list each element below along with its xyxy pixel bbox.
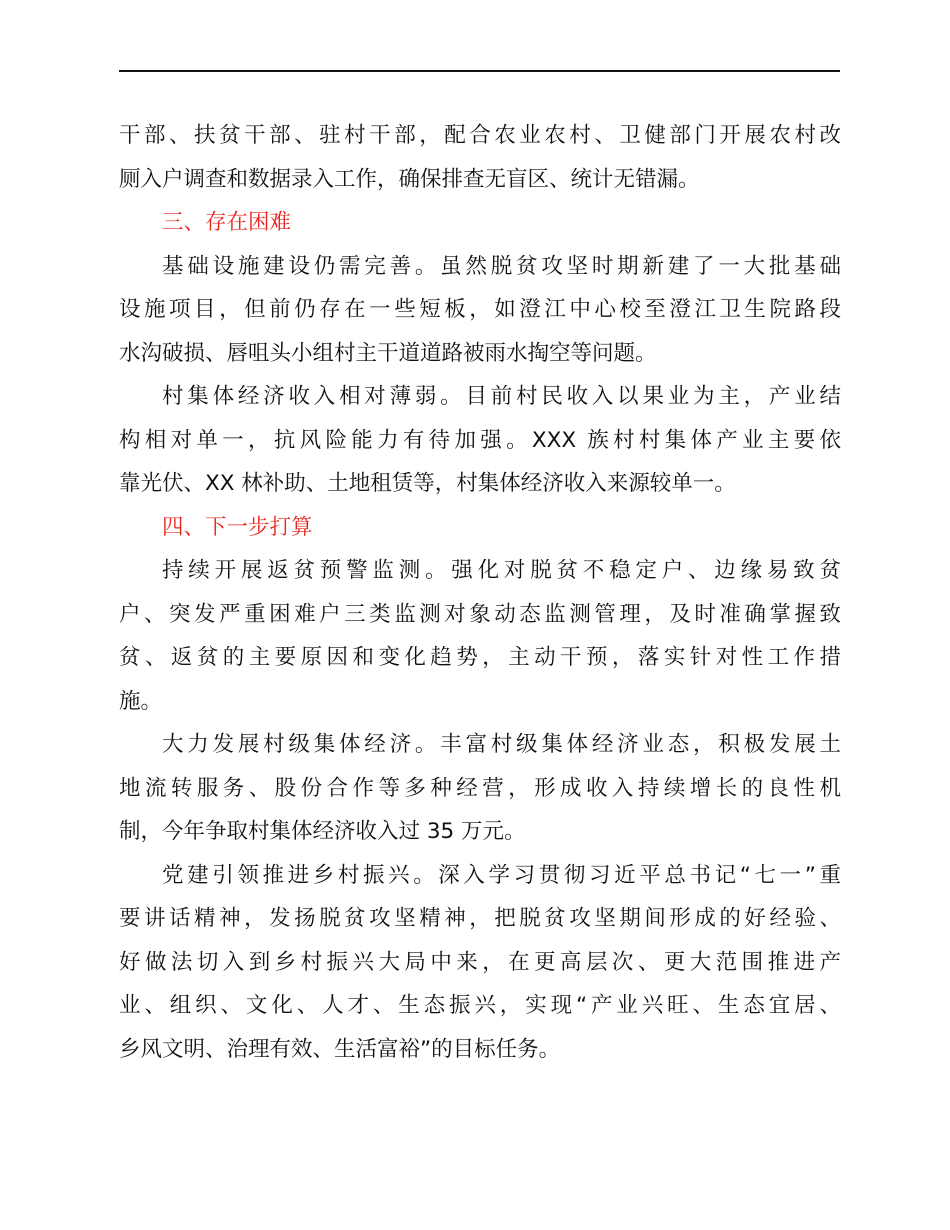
text-line: 户、突发严重困难户三类监测对象动态监测管理，及时准确掌握致 [119, 601, 841, 627]
text-line: 构相对单一，抗风险能力有待加强。XXX 族村村集体产业主要依 [119, 427, 841, 453]
text-line: 干部、扶贫干部、驻村干部，配合农业农村、卫健部门开展农村改 [119, 123, 841, 148]
text-line: 党建引领推进乡村振兴。深入学习贯彻习近平总书记“七一”重 [162, 862, 841, 888]
paragraph-party-building [119, 854, 841, 1072]
paragraph-collective-economy [119, 375, 841, 506]
text-line: 设施项目，但前仍存在一些短板，如澄江中心校至澄江卫生院路段 [119, 297, 841, 322]
document-body [119, 114, 841, 1071]
text-line: 好做法切入到乡村振兴大局中来，在更高层次、更大范围推进产 [119, 949, 841, 975]
text-line: 村集体经济收入相对薄弱。目前村民收入以果业为主，产业结 [162, 384, 841, 409]
text-line: 乡风文明、治理有效、生活富裕”的目标任务。 [119, 1036, 561, 1062]
text-line: 基础设施建设仍需完善。虽然脱贫攻坚时期新建了一大批基础 [162, 253, 841, 279]
section-heading-next-steps: 四、下一步打算 [162, 514, 313, 540]
text-line: 施。 [119, 688, 163, 714]
text-line: 大力发展村级集体经济。丰富村级集体经济业态，积极发展土 [162, 732, 841, 757]
paragraph-village-economy [119, 723, 841, 854]
text-line: 地流转服务、股份合作等多种经营，形成收入持续增长的良性机 [119, 775, 841, 801]
paragraph-infrastructure [119, 245, 841, 376]
section-heading-difficulties: 三、存在困难 [162, 210, 292, 235]
text-line: 贫、返贫的主要原因和变化趋势，主动干预，落实针对性工作措 [119, 645, 841, 670]
text-line: 业、组织、文化、人才、生态振兴，实现“产业兴旺、生态宜居、 [119, 993, 841, 1018]
header-rule [119, 70, 840, 72]
paragraph-continuation [119, 114, 841, 201]
text-line: 要讲话精神，发扬脱贫攻坚精神，把脱贫攻坚期间形成的好经验、 [119, 906, 841, 931]
text-line: 持续开展返贫预警监测。强化对脱贫不稳定户、边缘易致贫 [162, 558, 841, 583]
text-line: 靠光伏、XX 林补助、土地租赁等，村集体经济收入来源较单一。 [119, 471, 736, 496]
text-line: 厕入户调查和数据录入工作，确保排查无盲区、统计无错漏。 [119, 166, 700, 192]
text-line: 制，今年争取村集体经济收入过 35 万元。 [119, 819, 526, 844]
paragraph-monitoring [119, 549, 841, 723]
text-line: 水沟破损、唇咀头小组村主干道道路被雨水掏空等问题。 [119, 340, 657, 366]
